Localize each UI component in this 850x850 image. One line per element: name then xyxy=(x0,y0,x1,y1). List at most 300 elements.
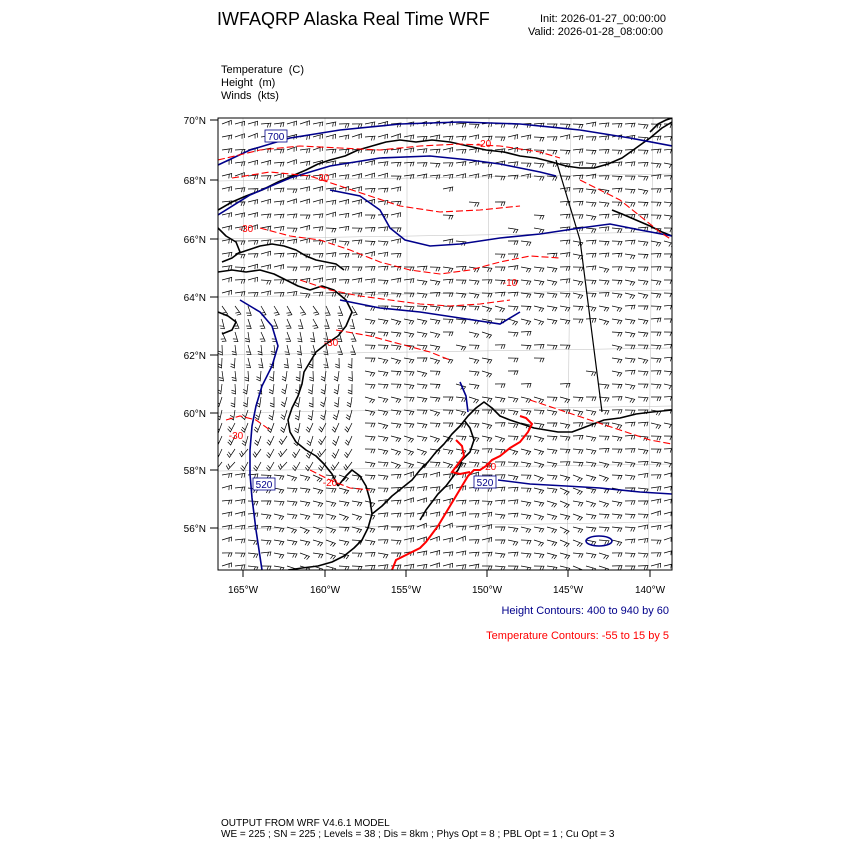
wind-barb xyxy=(612,462,622,467)
wind-barb xyxy=(651,423,661,429)
wind-barb xyxy=(417,136,427,140)
wind-barb xyxy=(352,527,362,533)
wind-barb xyxy=(534,527,544,533)
wind-barb xyxy=(365,267,375,271)
wind-barb xyxy=(456,345,466,351)
wind-barb xyxy=(482,371,492,377)
wind-barb xyxy=(274,540,284,545)
wind-barb xyxy=(339,124,349,128)
wind-barb xyxy=(534,267,544,272)
wind-barb xyxy=(313,254,323,258)
wind-barb xyxy=(573,149,583,153)
wind-barb xyxy=(625,422,635,426)
wind-barb xyxy=(417,436,427,441)
temp-label: -20 xyxy=(476,139,492,150)
wind-barb xyxy=(348,371,352,381)
wind-barb xyxy=(404,410,414,415)
wind-barb xyxy=(625,240,635,244)
longitude-labels xyxy=(228,585,666,596)
field-name: Winds xyxy=(221,90,252,102)
wind-barb xyxy=(625,293,635,299)
wind-barb xyxy=(573,527,583,533)
wind-barb xyxy=(430,563,440,568)
wind-barb xyxy=(495,202,505,206)
wind-barb xyxy=(508,500,518,505)
wind-barb xyxy=(586,449,596,454)
wind-barb xyxy=(599,123,609,127)
wind-barb xyxy=(258,345,262,355)
wind-barb xyxy=(625,319,635,324)
wind-barb xyxy=(456,551,466,556)
lat-label: 58°N xyxy=(183,466,206,477)
wind-barb xyxy=(248,133,257,138)
wind-barb xyxy=(469,397,479,403)
wind-barb xyxy=(495,462,505,466)
lon-label: 145°W xyxy=(552,585,584,596)
wind-barb xyxy=(625,397,635,403)
wind-barb xyxy=(547,345,557,349)
wind-barb xyxy=(430,345,440,351)
wind-barb xyxy=(326,540,335,547)
wind-barb xyxy=(274,475,284,480)
wind-barb xyxy=(365,150,375,154)
wind-barb xyxy=(365,136,375,140)
wind-barb xyxy=(404,319,414,325)
wind-barb xyxy=(326,122,336,127)
wind-barb xyxy=(443,174,453,179)
lon-label: 155°W xyxy=(390,585,422,596)
wind-barb xyxy=(404,384,414,389)
wind-barb xyxy=(534,228,544,233)
wind-barb xyxy=(274,240,284,244)
wind-barb xyxy=(300,514,310,520)
wind-barb xyxy=(313,214,323,218)
wind-barb xyxy=(599,306,609,312)
wind-barb xyxy=(339,213,349,218)
wind-barb xyxy=(287,553,297,558)
wind-barb xyxy=(521,280,531,285)
wind-barb xyxy=(248,241,258,245)
wind-barb xyxy=(612,280,622,284)
wind-barb xyxy=(651,332,661,336)
wind-barb xyxy=(469,202,479,207)
wind-barb xyxy=(521,397,531,403)
wind-barb xyxy=(352,213,362,218)
wind-barb xyxy=(310,332,315,342)
wind-barb xyxy=(599,553,609,559)
wind-barb xyxy=(226,462,235,469)
wind-barb xyxy=(365,161,375,166)
wind-barb xyxy=(365,228,375,232)
wind-barb xyxy=(326,293,336,297)
wind-barb xyxy=(313,265,323,270)
wind-barb xyxy=(508,475,518,480)
wind-barb xyxy=(346,410,352,420)
wind-barb xyxy=(612,162,622,166)
wind-barb xyxy=(534,514,544,520)
wind-barb xyxy=(586,137,596,141)
wind-barb xyxy=(547,137,557,141)
wind-barb xyxy=(378,384,388,389)
wind-barb xyxy=(313,199,323,204)
wind-barb xyxy=(508,487,518,491)
wind-barb xyxy=(321,384,326,394)
wind-barb xyxy=(612,384,622,389)
wind-barb xyxy=(430,306,440,311)
wind-barb xyxy=(378,227,388,231)
wind-barb xyxy=(560,449,570,453)
wind-barb xyxy=(404,472,414,477)
wind-barb xyxy=(443,267,453,272)
wind-barb xyxy=(599,150,609,154)
wind-barb xyxy=(651,436,661,440)
wind-barb xyxy=(651,371,661,375)
wind-barb xyxy=(469,514,479,518)
wind-barb xyxy=(651,540,661,544)
wind-barb xyxy=(345,423,352,432)
wind-barb xyxy=(417,537,427,542)
wind-barb xyxy=(326,228,336,232)
wind-barb xyxy=(508,228,518,233)
wind-barb xyxy=(638,514,648,518)
wind-barb xyxy=(352,501,362,506)
field-unit: (C) xyxy=(288,64,305,76)
wind-barb xyxy=(482,293,492,297)
wind-barb xyxy=(404,487,414,491)
wind-barb xyxy=(573,514,582,521)
wind-barb xyxy=(352,278,362,283)
wind-barb xyxy=(651,293,661,298)
wind-barb xyxy=(352,228,362,232)
wind-barb xyxy=(378,173,388,178)
wind-barb xyxy=(391,239,401,244)
wind-barb xyxy=(313,527,323,533)
wind-barb xyxy=(417,423,427,428)
wind-barb xyxy=(274,201,284,206)
wind-barb xyxy=(292,449,300,458)
wind-barb xyxy=(599,448,609,452)
wind-barb xyxy=(547,527,557,533)
wind-barb xyxy=(300,553,309,560)
height-label xyxy=(253,478,275,491)
wind-barb xyxy=(534,540,544,546)
wind-barb xyxy=(235,292,245,297)
wind-barb xyxy=(469,306,479,310)
wind-barb xyxy=(245,332,250,342)
wind-barb xyxy=(417,266,427,270)
wind-barb xyxy=(482,512,492,517)
wind-barb xyxy=(270,397,274,407)
wind-barb xyxy=(495,527,505,531)
wind-barb xyxy=(508,462,518,467)
wind-barb xyxy=(573,162,583,166)
wind-barb xyxy=(560,462,570,466)
wind-barb xyxy=(521,410,531,415)
wind-barb xyxy=(508,449,518,455)
wind-barb xyxy=(430,512,440,517)
wind-barb xyxy=(326,253,336,258)
wind-barb xyxy=(443,449,453,454)
wind-barb xyxy=(508,410,518,415)
wind-barb xyxy=(248,277,258,282)
wind-barb xyxy=(417,280,427,285)
wind-barb xyxy=(246,319,251,329)
wind-barb xyxy=(586,253,596,257)
wind-barb xyxy=(307,436,313,446)
wind-barb xyxy=(261,123,271,127)
wind-barb xyxy=(625,384,635,389)
wind-barb xyxy=(625,410,635,414)
wind-barb xyxy=(560,553,570,559)
wind-barb xyxy=(222,149,232,154)
wind-barb xyxy=(612,332,622,337)
wind-barb xyxy=(345,436,352,445)
wind-barb xyxy=(300,149,310,154)
wind-barb xyxy=(378,513,388,517)
wind-barb xyxy=(391,345,401,350)
wind-barb xyxy=(326,278,336,283)
wind-barb xyxy=(586,280,596,284)
wind-barb xyxy=(255,410,261,420)
wind-barb xyxy=(391,384,401,388)
wind-barb xyxy=(638,267,648,271)
wind-barb xyxy=(222,512,232,517)
wind-barb xyxy=(246,358,251,368)
field-unit: (m) xyxy=(258,77,276,89)
lat-label: 68°N xyxy=(183,176,206,187)
wind-barb xyxy=(612,293,622,298)
wind-barb xyxy=(339,241,349,246)
wind-barb xyxy=(269,384,274,394)
wind-barb xyxy=(547,410,557,416)
wind-barb xyxy=(599,566,609,572)
wind-barb xyxy=(651,241,661,247)
wind-barb xyxy=(222,563,232,568)
wind-barb xyxy=(521,462,531,468)
wind-barb xyxy=(586,527,596,532)
wind-barb xyxy=(638,384,648,388)
wind-barb xyxy=(285,345,290,355)
wind-barb xyxy=(378,371,388,376)
wind-barb xyxy=(534,345,544,349)
wind-barb xyxy=(547,501,557,507)
wind-barb xyxy=(430,267,440,271)
wind-barb xyxy=(352,134,362,139)
wind-barb xyxy=(298,319,303,329)
wind-barb xyxy=(404,436,414,443)
wind-barb xyxy=(547,319,557,324)
wind-barb xyxy=(300,475,310,481)
field-unit: (kts) xyxy=(257,90,279,102)
wind-barb xyxy=(612,566,622,570)
wind-barb xyxy=(430,358,440,364)
wind-barb xyxy=(521,135,531,140)
wind-barb xyxy=(282,371,287,381)
wind-barb xyxy=(261,214,271,218)
wind-barb xyxy=(378,449,388,455)
wind-barb xyxy=(287,540,297,545)
wind-barb xyxy=(443,187,453,192)
wind-barb xyxy=(313,241,323,245)
wind-barb xyxy=(417,449,427,455)
wind-barb xyxy=(430,175,440,179)
wind-barb xyxy=(443,538,453,543)
wind-barb xyxy=(521,566,531,572)
wind-barb xyxy=(404,538,414,543)
wind-barb xyxy=(417,306,427,310)
wind-barb xyxy=(286,306,292,315)
wind-barb xyxy=(508,332,518,337)
wind-barb xyxy=(378,280,388,284)
wind-barb xyxy=(547,267,557,272)
wind-barb xyxy=(430,332,440,338)
wind-barb xyxy=(547,423,557,427)
wind-barb xyxy=(443,306,453,311)
wind-barb xyxy=(534,306,544,312)
wind-barb xyxy=(599,475,608,482)
wind-barb xyxy=(274,566,284,571)
wind-barb xyxy=(443,423,453,427)
wind-barb xyxy=(443,563,453,568)
wind-barb xyxy=(586,397,596,401)
wind-barb xyxy=(404,332,414,338)
wind-barb xyxy=(599,527,609,532)
temp-label: -30 xyxy=(323,338,339,349)
wind-barb xyxy=(365,423,375,427)
wind-barb xyxy=(222,277,232,282)
wind-barb xyxy=(281,410,287,420)
wind-barb xyxy=(235,539,245,543)
wind-barb xyxy=(625,539,635,543)
wind-barb xyxy=(456,306,466,310)
wind-barb xyxy=(235,499,245,504)
wind-barb xyxy=(267,423,274,432)
field-name: Height xyxy=(221,77,253,89)
wind-barb xyxy=(443,410,453,414)
wind-barb xyxy=(271,345,276,355)
wind-barb xyxy=(495,254,505,258)
wind-barb xyxy=(278,462,287,469)
wind-barb xyxy=(612,358,622,363)
wind-barb xyxy=(625,435,635,439)
wind-barb xyxy=(378,565,388,570)
wind-barb xyxy=(334,384,339,394)
wind-barb xyxy=(560,540,569,547)
wind-barb xyxy=(313,278,323,283)
wind-barb xyxy=(456,174,466,179)
wind-barb xyxy=(482,332,492,338)
wind-barb xyxy=(352,553,362,557)
wind-barb xyxy=(365,371,375,377)
wind-barb xyxy=(573,501,583,506)
wind-barb xyxy=(599,540,609,545)
wind-barb xyxy=(391,436,401,442)
wind-barb xyxy=(521,306,531,310)
wind-barb xyxy=(560,514,570,520)
wind-barb xyxy=(638,319,648,324)
wind-barb xyxy=(222,174,232,179)
wind-barb xyxy=(417,332,427,337)
wind-barb xyxy=(261,265,271,270)
wind-barb xyxy=(599,319,609,325)
wind-barb xyxy=(260,319,265,328)
wind-barb xyxy=(560,135,570,140)
wind-barb xyxy=(534,449,544,455)
wind-barb xyxy=(612,514,622,519)
wind-barb xyxy=(404,449,414,455)
wind-barb xyxy=(284,358,289,368)
wind-barb xyxy=(332,423,339,432)
wind-barb xyxy=(612,553,622,557)
wind-barb xyxy=(274,553,284,559)
wind-barb xyxy=(253,449,261,457)
wind-barb xyxy=(573,215,583,219)
wind-barb xyxy=(281,384,287,394)
wind-barb xyxy=(612,345,622,351)
wind-barb xyxy=(482,501,492,505)
wind-barb xyxy=(625,514,635,519)
wind-barb xyxy=(326,149,336,153)
wind-barb xyxy=(222,213,232,218)
wind-barb xyxy=(313,134,323,139)
wind-barb xyxy=(378,462,388,467)
wind-barb xyxy=(309,371,313,381)
wind-barb xyxy=(599,410,609,415)
lon-label: 140°W xyxy=(634,585,666,596)
wind-barb xyxy=(287,121,297,126)
wind-barb xyxy=(612,410,622,414)
wind-barb xyxy=(612,397,622,401)
wind-barb xyxy=(286,319,291,328)
wind-barb xyxy=(378,488,388,492)
wind-barb xyxy=(281,397,287,407)
wind-barb xyxy=(391,187,401,192)
wind-barb xyxy=(638,124,648,129)
wind-barb xyxy=(599,227,609,232)
wind-barb xyxy=(261,540,271,545)
wind-barb xyxy=(378,241,388,246)
wind-barb xyxy=(300,121,310,126)
wind-barb xyxy=(285,332,290,341)
wind-barb xyxy=(326,553,336,559)
wind-barb xyxy=(300,527,309,534)
wind-barb xyxy=(365,475,375,480)
wind-barb xyxy=(508,358,518,362)
wind-barb xyxy=(350,319,355,329)
wind-barb xyxy=(573,189,583,193)
wind-barb xyxy=(269,371,274,381)
wind-barb xyxy=(534,410,544,414)
wind-barb xyxy=(391,500,401,504)
wind-barb xyxy=(391,553,401,557)
wind-barb xyxy=(248,200,258,205)
wind-barb xyxy=(215,423,222,432)
wind-barb xyxy=(287,214,297,218)
wind-barb xyxy=(612,501,622,506)
wind-barb xyxy=(300,488,310,493)
wind-barb xyxy=(216,397,222,407)
wind-barb xyxy=(586,488,596,494)
wind-barb xyxy=(261,176,271,180)
wind-barb xyxy=(378,200,388,205)
wind-barb xyxy=(508,513,518,517)
wind-barb xyxy=(235,512,245,517)
wind-barb xyxy=(378,134,388,139)
wind-barb xyxy=(443,552,453,557)
wind-barb xyxy=(469,552,479,556)
wind-barb xyxy=(521,331,531,335)
wind-barb xyxy=(430,472,440,477)
